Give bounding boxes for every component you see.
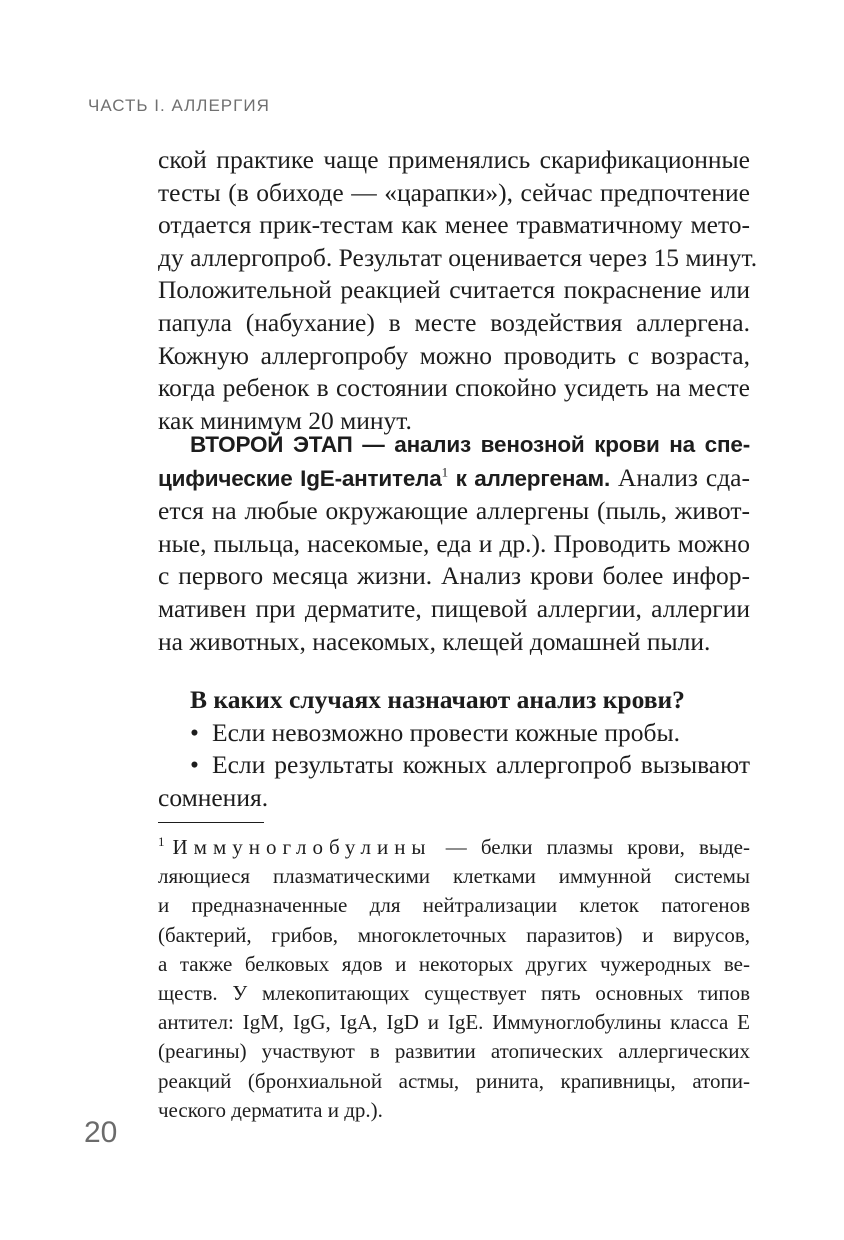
- bullet-item-2: [158, 749, 750, 782]
- bullet-text: Если невозможно провести кожные пробы.: [212, 717, 680, 747]
- footnote-line: (бактерий, грибов, многоклеточных паразитов) и вирусов,: [158, 922, 750, 947]
- bullet-text: Если результаты кожных аллергопроб вызывают: [212, 750, 750, 780]
- footnote-line: антител: IgM, IgG, IgA, IgD и IgE. Иммуноглобулины класса E: [158, 1010, 750, 1035]
- text-line: ской практике чаще применялись скарификационные: [158, 145, 750, 174]
- text-line: Положительной реакцией считается покраснение или: [158, 275, 750, 305]
- text-line: ется на любые окружающие аллергены (пыль, живот-: [158, 496, 750, 526]
- footnote-line: (реагины) участвуют в развитии атопических аллергических: [158, 1039, 750, 1064]
- footnote-term: Иммуноглобулины: [172, 835, 432, 859]
- footnote-line: ществ. У млекопитающих существует пять основных типов: [158, 981, 750, 1006]
- blood-test-section: [158, 684, 750, 814]
- footnote-line: реакций (бронхиальной астмы, ринита, крапивницы, атопи-: [158, 1068, 750, 1093]
- bullet-icon: •: [190, 717, 199, 747]
- second-stage-heading: ВТОРОЙ ЭТАП — анализ венозной крови на спе-: [190, 432, 750, 457]
- text-line: когда ребенок в состоянии спокойно усидеть на месте: [158, 373, 750, 403]
- text-line: на животных, насекомых, клещей домашней пыли.: [158, 626, 711, 656]
- running-head: ЧАСТЬ I. АЛЛЕРГИЯ: [88, 96, 270, 115]
- footnote-line: а также белковых ядов и некоторых других чужеродных ве-: [158, 951, 750, 976]
- text-line: Кожную аллергопробу можно проводить с возраста,: [158, 340, 750, 370]
- text-line: ду аллергопроб. Результат оценивается через 15 минут.: [158, 242, 758, 272]
- page-number: 20: [84, 1116, 118, 1149]
- footnote-divider: [158, 822, 264, 823]
- footnote-mark: 1: [158, 834, 165, 849]
- text-run: Анализ сда-: [610, 462, 750, 492]
- footnote-line: ческого дерматита и др.).: [158, 1097, 383, 1122]
- text-line: мативен при дерматите, пищевой аллергии, аллергии: [158, 593, 750, 623]
- body-paragraph-1: [158, 144, 758, 437]
- bullet-item-1: [158, 717, 750, 750]
- text-line: тесты (в обиходе — «царапки»), сейчас предпочтение: [158, 177, 750, 207]
- bold-phrase: цифические IgE-антитела: [158, 465, 442, 491]
- bold-phrase-end: к аллергенам.: [448, 465, 611, 491]
- text-line: папула (набухание) в месте воздействия аллергена.: [158, 307, 750, 337]
- bullet-item-2-continued: сомнения.: [158, 782, 269, 812]
- footnote-line: [158, 833, 750, 862]
- text-run: — белки плазмы крови, выде-: [431, 835, 750, 859]
- body-paragraph-2: [158, 429, 750, 658]
- text-line: с первого месяца жизни. Анализ крови более инфор-: [158, 561, 750, 591]
- text-line: ные, пыльца, насекомые, еда и др.). Проводить можно: [158, 528, 750, 558]
- text-line: отдается прик-тестам как менее травматичному мето-: [158, 210, 750, 240]
- footnote: [158, 833, 750, 1125]
- footnote-ref: 1: [441, 464, 449, 480]
- footnote-line: и предназначенные для нейтрализации клеток патогенов: [158, 893, 750, 918]
- footnote-line: ляющиеся плазматическими клетками иммунной системы: [158, 864, 750, 889]
- bullet-icon: •: [190, 750, 199, 780]
- text-line: как минимум 20 минут.: [158, 405, 412, 435]
- text-line: [158, 462, 750, 496]
- question-heading: В каких случаях назначают анализ крови?: [190, 685, 685, 714]
